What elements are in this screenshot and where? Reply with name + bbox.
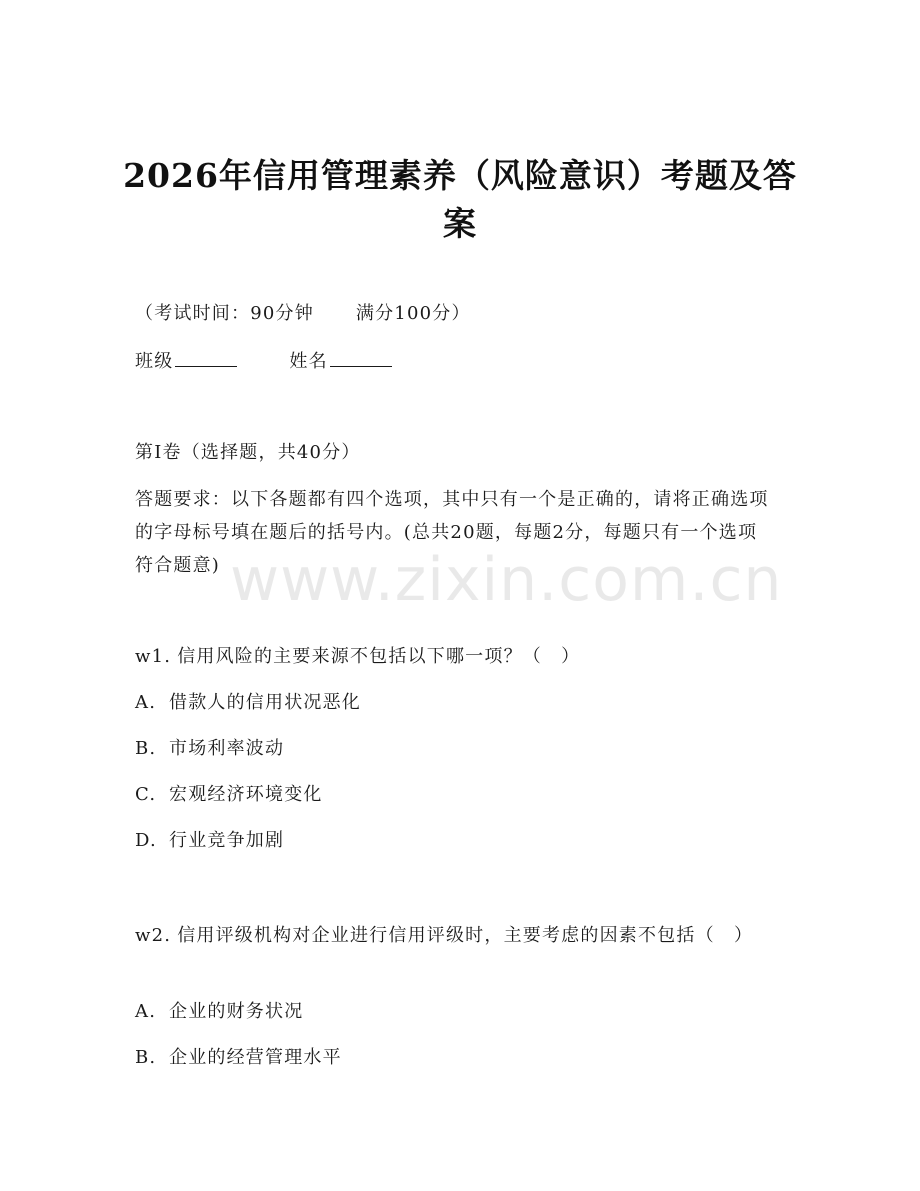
- name-blank[interactable]: [330, 346, 392, 367]
- exam-score: 满分100分）: [355, 303, 471, 324]
- question-number: w2.: [135, 925, 172, 946]
- question-number: w1.: [135, 646, 172, 667]
- section-title: 第Ⅰ卷（选择题，共40分）: [135, 442, 361, 463]
- watermark: www.zixin.com.cn: [230, 545, 783, 615]
- class-label: 班级: [135, 351, 174, 372]
- exam-info-line: [135, 297, 785, 330]
- option-text: 市场利率波动: [169, 738, 285, 759]
- instructions: 答题要求：以下各题都有四个选项，其中只有一个是正确的，请将正确选项的字母标号填在题后的括号内。(总共20题，每题2分，每题只有一个选项符合题意): [135, 489, 769, 576]
- option-2a[interactable]: [135, 995, 785, 1028]
- question-text: 信用评级机构对企业进行信用评级时，主要考虑的因素不包括（ ）: [177, 925, 754, 946]
- exam-time: （考试时间：90分钟: [135, 303, 314, 324]
- option-text: 借款人的信用状况恶化: [169, 692, 361, 713]
- option-1d[interactable]: [135, 824, 785, 857]
- option-1a[interactable]: [135, 686, 785, 719]
- class-blank[interactable]: [175, 346, 237, 367]
- student-info-line: [135, 345, 785, 378]
- name-label: 姓名: [289, 351, 328, 372]
- option-letter: B.: [135, 738, 157, 759]
- option-letter: D.: [135, 830, 157, 851]
- document-title: 2026年信用管理素养（风险意识）考题及答案: [123, 156, 797, 243]
- question-2: [135, 919, 775, 952]
- question-1: [135, 640, 785, 673]
- option-1b[interactable]: [135, 732, 785, 765]
- option-letter: B.: [135, 1047, 157, 1068]
- option-text: 宏观经济环境变化: [169, 784, 323, 805]
- option-text: 行业竞争加剧: [169, 830, 285, 851]
- option-1c[interactable]: [135, 778, 785, 811]
- question-text: 信用风险的主要来源不包括以下哪一项？（ ）: [177, 646, 581, 667]
- option-letter: A.: [135, 1001, 157, 1022]
- option-2b[interactable]: [135, 1041, 785, 1074]
- option-letter: C.: [135, 784, 157, 805]
- option-text: 企业的财务状况: [169, 1001, 304, 1022]
- option-text: 企业的经营管理水平: [169, 1047, 342, 1068]
- option-letter: A.: [135, 692, 157, 713]
